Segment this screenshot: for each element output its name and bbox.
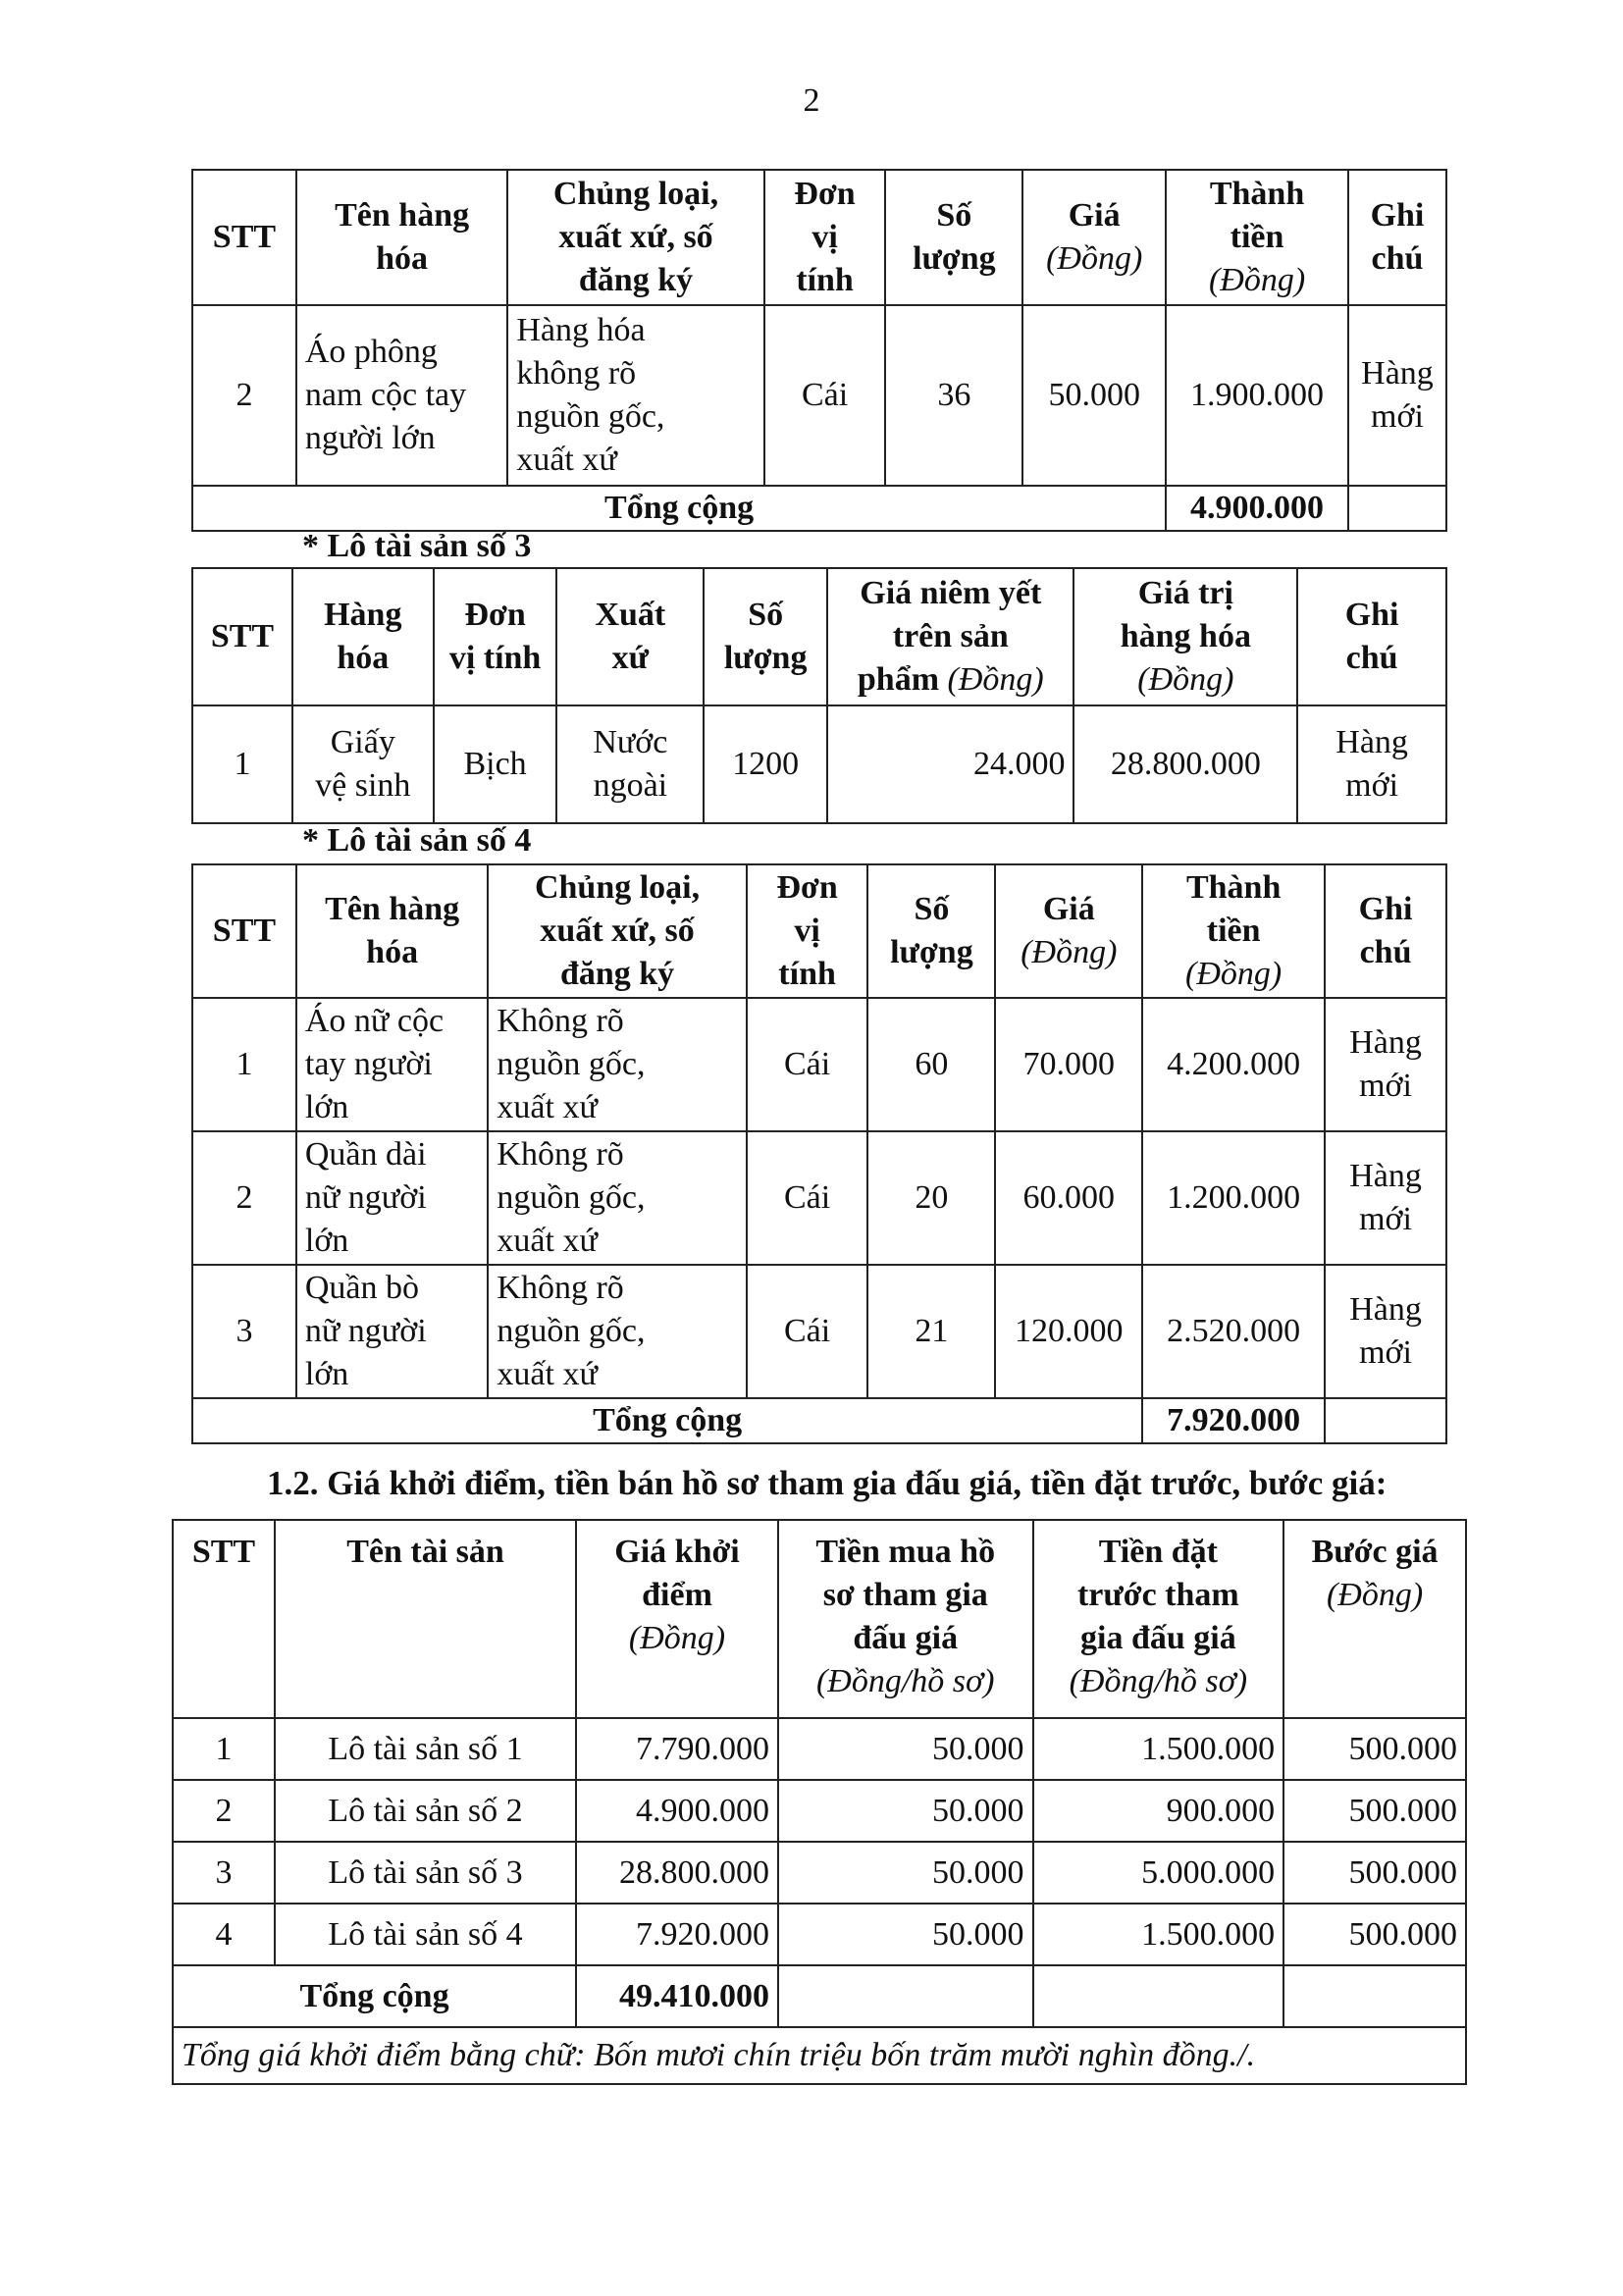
cell-unit: Bịch xyxy=(434,705,557,823)
cell-stt: 1 xyxy=(192,705,292,823)
cell-unit: Cái xyxy=(747,998,868,1131)
cell-stt: 3 xyxy=(192,1265,296,1398)
cell-qty: 36 xyxy=(885,305,1022,486)
header-price: Giá (Đồng) xyxy=(995,864,1142,998)
table-row xyxy=(173,1718,1466,1780)
total-value: 49.410.000 xyxy=(576,1965,778,2027)
cell-listed-price: 24.000 xyxy=(827,705,1073,823)
section-heading: 1.2. Giá khởi điểm, tiền bán hồ sơ tham gia đấu giá, tiền đặt trước, bước giá: xyxy=(267,1464,1387,1502)
header-deposit: Tiền đặt trước tham gia đấu giá (Đồng/hồ sơ) xyxy=(1033,1520,1284,1718)
cell-start-price: 4.900.000 xyxy=(576,1780,778,1842)
cell-qty: 1200 xyxy=(704,705,827,823)
header-qty: Số lượng xyxy=(885,170,1022,305)
cell-qty: 60 xyxy=(867,998,995,1131)
cell-amount: 1.200.000 xyxy=(1142,1131,1325,1265)
cell-step: 500.000 xyxy=(1283,1842,1466,1904)
total-label: Tổng cộng xyxy=(192,1398,1142,1443)
header-unit: Đơn vị tính xyxy=(747,864,868,998)
lot3-table xyxy=(191,567,1447,824)
table-row xyxy=(192,998,1446,1131)
cell-dossier: 50.000 xyxy=(778,1718,1033,1780)
cell-origin: Nước ngoài xyxy=(556,705,704,823)
cell-stt: 2 xyxy=(192,1131,296,1265)
cell-name: Áo phông nam cộc tay người lớn xyxy=(296,305,507,486)
cell-unit: Cái xyxy=(747,1265,868,1398)
lot2-table xyxy=(191,169,1447,532)
header-stt: STT xyxy=(192,568,292,705)
header-price: Giá (Đồng) xyxy=(1022,170,1166,305)
cell-stt: 2 xyxy=(192,305,296,486)
cell-note: Hàng mới xyxy=(1325,998,1446,1131)
header-value: Giá trị hàng hóa (Đồng) xyxy=(1073,568,1297,705)
cell-dossier: 50.000 xyxy=(778,1780,1033,1842)
lot3-title: * Lô tài sản số 3 xyxy=(302,528,532,564)
cell-start-price: 7.790.000 xyxy=(576,1718,778,1780)
cell-step: 500.000 xyxy=(1283,1718,1466,1780)
table-row xyxy=(192,1265,1446,1398)
page-number: 2 xyxy=(803,82,820,119)
header-stt: STT xyxy=(192,170,296,305)
cell-asset: Lô tài sản số 3 xyxy=(275,1842,576,1904)
total-value: 4.900.000 xyxy=(1166,486,1348,531)
header-note: Ghi chú xyxy=(1348,170,1446,305)
cell-qty: 20 xyxy=(867,1131,995,1265)
cell-note: Hàng mới xyxy=(1325,1131,1446,1265)
cell-name: Quần dài nữ người lớn xyxy=(296,1131,489,1265)
cell-goods: Giấy vệ sinh xyxy=(292,705,434,823)
cell-unit: Cái xyxy=(747,1131,868,1265)
lot4-title: * Lô tài sản số 4 xyxy=(302,822,532,859)
cell-amount: 1.900.000 xyxy=(1166,305,1348,486)
starting-price-table xyxy=(172,1519,1467,2085)
header-stt: STT xyxy=(192,864,296,998)
header-unit: Đơn vị tính xyxy=(434,568,557,705)
header-type: Chủng loại, xuất xứ, số đăng ký xyxy=(507,170,763,305)
cell-asset: Lô tài sản số 4 xyxy=(275,1904,576,1965)
cell-type: Không rõ nguồn gốc, xuất xứ xyxy=(488,1265,746,1398)
header-name: Tên hàng hóa xyxy=(296,170,507,305)
header-amount: Thành tiền (Đồng) xyxy=(1166,170,1348,305)
table-row xyxy=(192,705,1446,823)
total-label: Tổng cộng xyxy=(192,486,1166,531)
header-note: Ghi chú xyxy=(1325,864,1446,998)
cell-stt: 2 xyxy=(173,1780,275,1842)
header-step: Bước giá (Đồng) xyxy=(1283,1520,1466,1718)
cell-stt: 1 xyxy=(173,1718,275,1780)
header-qty: Số lượng xyxy=(867,864,995,998)
header-name: Tên hàng hóa xyxy=(296,864,489,998)
cell-deposit: 1.500.000 xyxy=(1033,1718,1284,1780)
header-note: Ghi chú xyxy=(1297,568,1446,705)
total-label: Tổng cộng xyxy=(173,1965,576,2027)
cell-dossier: 50.000 xyxy=(778,1904,1033,1965)
header-dossier: Tiền mua hồ sơ tham gia đấu giá (Đồng/hồ sơ) xyxy=(778,1520,1033,1718)
header-start-price: Giá khởi điểm (Đồng) xyxy=(576,1520,778,1718)
header-listed-price: Giá niêm yết trên sản phẩm (Đồng) xyxy=(827,568,1073,705)
cell-qty: 21 xyxy=(867,1265,995,1398)
header-asset: Tên tài sản xyxy=(275,1520,576,1718)
cell-type: Hàng hóa không rõ nguồn gốc, xuất xứ xyxy=(507,305,763,486)
cell-unit: Cái xyxy=(764,305,886,486)
cell-step: 500.000 xyxy=(1283,1780,1466,1842)
cell-price: 120.000 xyxy=(995,1265,1142,1398)
cell-note: Hàng mới xyxy=(1297,705,1446,823)
cell-dossier: 50.000 xyxy=(778,1842,1033,1904)
cell-deposit: 1.500.000 xyxy=(1033,1904,1284,1965)
header-amount: Thành tiền (Đồng) xyxy=(1142,864,1325,998)
cell-stt: 4 xyxy=(173,1904,275,1965)
header-stt: STT xyxy=(173,1520,275,1718)
cell-amount: 2.520.000 xyxy=(1142,1265,1325,1398)
cell-start-price: 28.800.000 xyxy=(576,1842,778,1904)
table-row xyxy=(173,1904,1466,1965)
cell-note: Hàng mới xyxy=(1348,305,1446,486)
cell-start-price: 7.920.000 xyxy=(576,1904,778,1965)
cell-note: Hàng mới xyxy=(1325,1265,1446,1398)
cell-type: Không rõ nguồn gốc, xuất xứ xyxy=(488,1131,746,1265)
total-value: 7.920.000 xyxy=(1142,1398,1325,1443)
table-row xyxy=(173,1780,1466,1842)
cell-name: Áo nữ cộc tay người lớn xyxy=(296,998,489,1131)
table-row xyxy=(173,1842,1466,1904)
header-unit: Đơn vị tính xyxy=(764,170,886,305)
cell-asset: Lô tài sản số 2 xyxy=(275,1780,576,1842)
cell-amount: 4.200.000 xyxy=(1142,998,1325,1131)
cell-stt: 3 xyxy=(173,1842,275,1904)
cell-type: Không rõ nguồn gốc, xuất xứ xyxy=(488,998,746,1131)
lot4-table xyxy=(191,863,1447,1444)
table-row xyxy=(192,1131,1446,1265)
cell-name: Quần bò nữ người lớn xyxy=(296,1265,489,1398)
total-row xyxy=(192,1398,1446,1443)
cell-price: 70.000 xyxy=(995,998,1142,1131)
header-type: Chủng loại, xuất xứ, số đăng ký xyxy=(488,864,746,998)
cell-value: 28.800.000 xyxy=(1073,705,1297,823)
cell-price: 50.000 xyxy=(1022,305,1166,486)
table-row xyxy=(192,305,1446,486)
total-row xyxy=(192,486,1446,531)
header-qty: Số lượng xyxy=(704,568,827,705)
total-in-words: Tổng giá khởi điểm bằng chữ: Bốn mươi chín triệu bốn trăm mười nghìn đồng./. xyxy=(173,2027,1466,2084)
header-origin: Xuất xứ xyxy=(556,568,704,705)
cell-asset: Lô tài sản số 1 xyxy=(275,1718,576,1780)
header-goods: Hàng hóa xyxy=(292,568,434,705)
cell-price: 60.000 xyxy=(995,1131,1142,1265)
cell-deposit: 900.000 xyxy=(1033,1780,1284,1842)
cell-deposit: 5.000.000 xyxy=(1033,1842,1284,1904)
cell-step: 500.000 xyxy=(1283,1904,1466,1965)
cell-stt: 1 xyxy=(192,998,296,1131)
total-row xyxy=(173,1965,1466,2027)
